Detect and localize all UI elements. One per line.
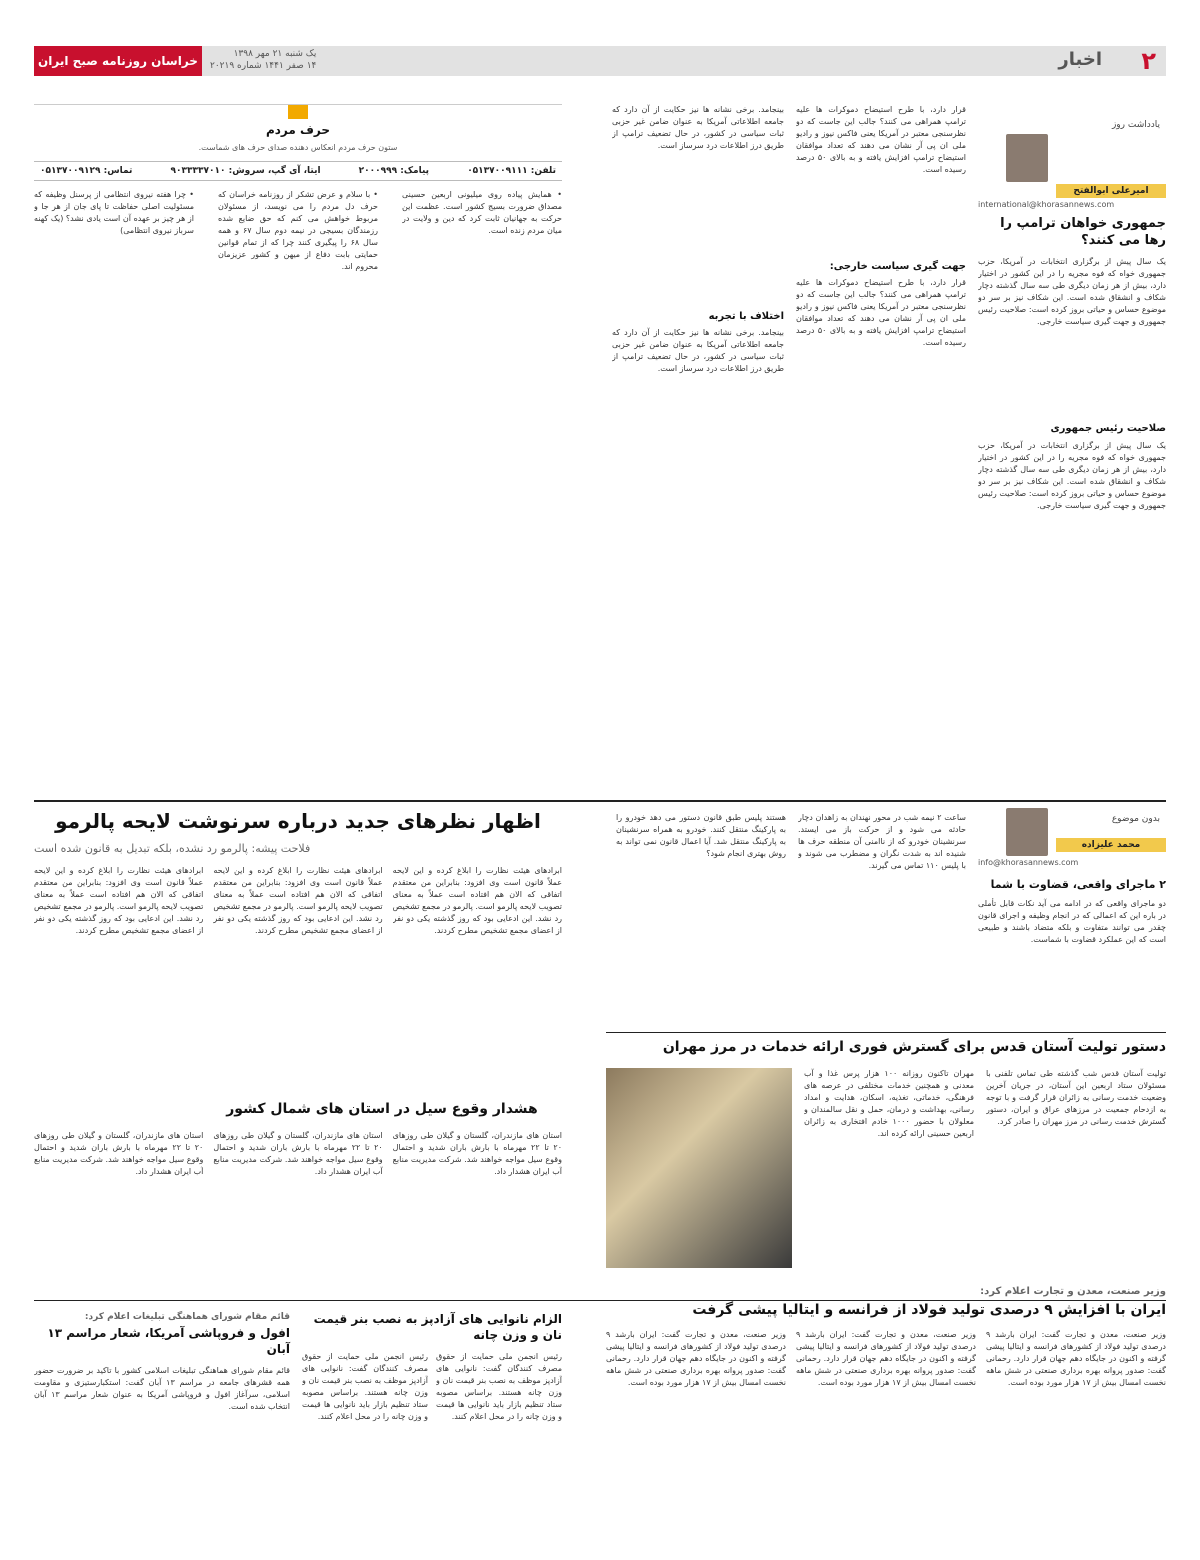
astan-body-2: مهران تاکنون روزانه ۱۰۰ هزار پرس غذا و آب معدنی و همچنین خدمات مختلفی در عرصه های فرهنگی، خدماتی، تغذیه، اسکان، هدایت و امداد رسانی، بهداشت و درمان، حمل و نقل سالمندان و معلولان با حضور ۱۰۰۰ خادم افتخاری به زائران اربعین حسینی ارائه کرده اند. (804, 1069, 974, 1138)
astan-body: تولیت آستان قدس شب گذشته طی تماس تلفنی با مسئولان ستاد اربعین این آستان، در جریان آخرین وضعیت خدمت رسانی به زائران قرار گرفت و با توجه به ازدحام جمعیت در مرزهای عراق و ایران، دستور گسترش خدمت رسانی در مرز مهران را صادر کرد. (986, 1069, 1166, 1126)
flood-body-1: استان های مازندران، گلستان و گیلان طی روزهای ۲۰ تا ۲۲ مهرماه با بارش باران شدید و احتمال وقوع سیل مواجه خواهند شد. شرکت مدیریت منابع آب ایران هشدار داد. (392, 1131, 562, 1177)
horizontal-rule (34, 800, 1166, 802)
palermo-kicker: فلاحت پیشه: پالرمو رد نشده، بلکه تبدیل به قانون شده است (34, 842, 311, 855)
editorial-kicker: یادداشت روز (1111, 120, 1160, 130)
contact-number: تماس: ۰۵۱۳۷۰۰۹۱۲۹ (40, 166, 133, 176)
col2-subhead: جهت گیری سیاست خارجی: (829, 261, 966, 272)
editorial-title: جمهوری خواهان ترامپ را رها می کنند؟ (1000, 216, 1166, 248)
section-title: اخبار (1058, 49, 1102, 70)
contact-bar (34, 161, 562, 181)
date-line-1: یک شنبه ۲۱ مهر ۱۳۹۸ (233, 49, 317, 59)
sms-number: پیامک: ۲۰۰۰۹۹۹ (358, 166, 430, 176)
editorial-body: یک سال پیش از برگزاری انتخابات در آمریکا، حزب جمهوری خواه که فوه مجریه را در این کشور در اختیار دارد، بیش از هر زمان دیگری طی سه سال گذشته دچار شکاف و انشقاق شده است. این شکاف نیز بر سر دو موضوع حساس و حیاتی بروز کرده است: صلاحیت رئیس جمهوری و جهت گیری سیاست خارجی. (978, 257, 1166, 326)
editorial-column-2 (796, 104, 966, 794)
col2-body: قرار دارد، با طرح استیضاح دموکرات ها علیه ترامپ همراهی می کنند؟ جالب این جاست که دو نظرسنجی معتبر در آمریکا یعنی فاکس نیوز و رادیو ملی ان پی آر نشان می دهند که تعداد موافقان استیضاح ترامپ افزایش یافته و به بالای ۵۰ درصد رسیده است. (796, 105, 966, 174)
palermo-body-3: ابرادهای هیئت نظارت را ابلاغ کرده و این لایحه عملاً قانون است وی افزود: بنابراین من معتقدم اتفاقی که الان هم افتاده است عملاً به معنای تصویب لایحه پالرمو است. پالرمو در مجمع تشخیص رد نشد. این ادعایی بود که روز گذشته یکی دو نفر از اعضای مجمع تشخیص مطرح کردند. (34, 866, 204, 935)
aban-kicker: قائم مقام شورای هماهنگی تبلیغات اعلام کرد: (84, 1312, 290, 1322)
palermo-title: اظهار نظرهای جدید درباره سرنوشت لایحه پالرمو (55, 809, 541, 833)
author-photo (1006, 134, 1048, 182)
steel-story (606, 1286, 1166, 1546)
steel-title: ایران با افزایش ۹ درصدی تولید فولاد از فرانسه و ایتالیا پیشی گرفت (692, 1302, 1166, 1318)
editorial-column-3 (612, 104, 784, 794)
cleric-photo (606, 1068, 792, 1268)
palermo-body-2: ابرادهای هیئت نظارت را ابلاغ کرده و این لایحه عملاً قانون است وی افزود: بنابراین من معتقدم اتفاقی که الان هم افتاده است عملاً به معنای تصویب لایحه پالرمو است. پالرمو در مجمع تشخیص رد نشد. این ادعایی بود که روز گذشته یکی دو نفر از اعضای مجمع تشخیص مطرح کردند. (213, 866, 383, 935)
col2-body-2: قرار دارد، با طرح استیضاح دموکرات ها علیه ترامپ همراهی می کنند؟ جالب این جاست که دو نظرسنجی معتبر در آمریکا یعنی فاکس نیوز و رادیو ملی ان پی آر نشان می دهند که تعداد موافقان استیضاح ترامپ افزایش یافته و به بالای ۵۰ درصد رسیده است. (796, 278, 966, 347)
bread-body-2: رئیس انجمن ملی حمایت از حقوق مصرف کنندگان گفت: نانوایی های آزادپز موظف به نصب بنر قیمت نان و وزن چانه هستند. براساس مصوبه ستاد تنظیم بازار باید نانوایی ها قیمت و وزن چانه را در محل اعلام کنند. (302, 1352, 428, 1422)
social-number: ایتا، آی گپ، سروش: ۹۰۳۳۳۳۷۰۱۰ (170, 166, 321, 176)
rule (606, 1032, 1166, 1033)
comments-col-2: • با سلام و عرض تشکر از روزنامه خراسان که حرف دل مردم را می نویسد، از مسئولان مربوط خواهش می کنم که حق ضایع شده رزمندگان بسیجی در نیمه دوم سال ۶۷ و همه سال ۶۸ را پیگیری کنند چرا که از تمام قوانین حمایتی بابت دفاع از میهن و کشور عزیزمان محروم اند. (218, 190, 378, 271)
bread-body-1: رئیس انجمن ملی حمایت از حقوق مصرف کنندگان گفت: نانوایی های آزادپز موظف به نصب بنر قیمت نان و وزن چانه هستند. براساس مصوبه ستاد تنظیم بازار باید نانوایی ها قیمت و وزن چانه را در محل اعلام کنند. (436, 1352, 562, 1422)
palermo-body-1: ابرادهای هیئت نظارت را ابلاغ کرده و این لایحه عملاً قانون است وی افزود: بنابراین من معتقدم اتفاقی که الان هم افتاده است عملاً به معنای تصویب لایحه پالرمو است. پالرمو در مجمع تشخیص رد نشد. این ادعایی بود که روز گذشته یکی دو نفر از اعضای مجمع تشخیص مطرح کردند. (392, 866, 562, 935)
col3b-body: هستند پلیس طبق قانون دستور می دهد خودرو را به پارکینگ منتقل کنند. خودرو به همراه سرنشینان به پارکینگ منتقل شد. آیا اعمال قانون نمی تواند به روش بهتری انجام شود؟ (616, 813, 786, 858)
palermo-story (34, 808, 562, 1088)
steel-body-3: وزیر صنعت، معدن و تجارت گفت: ایران بارشد ۹ درصدی تولید فولاد از کشورهای فرانسه و ایتالیا پیشی گرفته و اکنون در جایگاه دهم جهان قرار دارد. رحمانی گفت: صدور پروانه بهره برداری صنعتی در شش ماهه نخست امسال بیش از ۱۷ هزار مورد بوده است. (606, 1330, 786, 1388)
editorial-subhead: صلاحیت رئیس جمهوری (1050, 423, 1166, 434)
col3-subhead: اختلاف با تجربه (708, 311, 784, 322)
author-photo-2 (1006, 808, 1048, 856)
section-marker (288, 105, 308, 119)
astan-title: دستور تولیت آستان قدس برای گسترش فوری ارائه خدمات در مرز مهران (662, 1039, 1166, 1055)
steel-kicker: وزیر صنعت، معدن و تجارت اعلام کرد: (980, 1286, 1166, 1297)
aban-body: قائم مقام شورای هماهنگی تبلیغات اسلامی کشور با تاکید بر ضرورت حضور همه قشرهای جامعه در مراسم ۱۳ آبان گفت: استکبارستیزی و مقاومت اسلامی، سرآغاز افول و فروپاشی آمریکا به عنوان شعار مراسم ۱۳ آبان انتخاب شده است. (34, 1366, 290, 1412)
people-voice-subtitle: ستون حرف مردم انعکاس دهنده صدای حرف های شماست. (198, 143, 398, 152)
newspaper-logo: خراسان روزنامه صبح ایران (34, 46, 202, 76)
bread-title: الزام نانوایی های آزادپز به نصب بنر قیمت نان و وزن چانه (313, 1312, 562, 1342)
author-email: international@khorasannews.com (978, 200, 1115, 209)
comments-col-1: • همایش پیاده روی میلیونی اربعین حسینی مصداق ضرورت بسیج کشور است. عظمت این حرکت به جهانیان ثابت کرد که دین و ولایت در میان مردم زنده است. (402, 190, 562, 235)
flood-body-3: استان های مازندران، گلستان و گیلان طی روزهای ۲۰ تا ۲۲ مهرماه با بارش باران شدید و احتمال وقوع سیل مواجه خواهند شد. شرکت مدیریت منابع آب ایران هشدار داد. (34, 1131, 204, 1177)
editorial-body-2: یک سال پیش از برگزاری انتخابات در آمریکا، حزب جمهوری خواه که فوه مجریه را در این کشور در اختیار دارد، بیش از هر زمان دیگری طی سه سال گذشته دچار شکاف و انشقاق شده است. این شکاف نیز بر سر دو موضوع حساس و حیاتی بروز کرده است: صلاحیت رئیس جمهوری و جهت گیری سیاست خارجی. (978, 441, 1166, 510)
column-body: دو ماجرای واقعی که در ادامه می آید نکات قابل تأملی در باره این که اعمالی که در انجام وظیفه و اجرای قانون چقدر می توانند متفاوت و بلکه متضاد باشند و طبیعی است که این عملکرد قضاوت با شماست. (978, 899, 1166, 944)
date-line-2: ۱۴ صفر ۱۴۴۱ شماره ۲۰۲۱۹ (210, 61, 317, 71)
column-title: ۲ ماجرای واقعی، قضاوت با شما (990, 878, 1166, 891)
people-voice-title: حرف مردم (265, 123, 331, 137)
bread-story (300, 1312, 562, 1542)
author-name: امیرعلی ابوالفتح (1056, 184, 1166, 198)
col3-body-2: بینجامد. برخی نشانه ها نیز حکایت از آن دارد که جامعه اطلاعاتی آمریکا به عنوان ضامن غیر حزبی ثبات سیاسی در کشور، در حال تضعیف ترامپ از طریق درز اطلاعات درد سرساز است. (612, 328, 784, 373)
flood-title: هشدار وقوع سیل در استان های شمال کشور (226, 1101, 538, 1117)
page-header (34, 46, 1166, 76)
col3-body: بینجامد. برخی نشانه ها نیز حکایت از آن دارد که جامعه اطلاعاتی آمریکا به عنوان ضامن غیر حزبی ثبات سیاسی در کشور، در حال تضعیف ترامپ از طریق درز اطلاعات درد سرساز است. (612, 105, 784, 150)
date-block (210, 48, 316, 72)
steel-body-1: وزیر صنعت، معدن و تجارت گفت: ایران بارشد ۹ درصدی تولید فولاد از کشورهای فرانسه و ایتالیا پیشی گرفته و اکنون در جایگاه دهم جهان قرار دارد. رحمانی گفت: صدور پروانه بهره برداری صنعتی در شش ماهه نخست امسال بیش از ۱۷ هزار مورد بوده است. (986, 1330, 1166, 1388)
flood-body-2: استان های مازندران، گلستان و گیلان طی روزهای ۲۰ تا ۲۲ مهرماه با بارش باران شدید و احتمال وقوع سیل مواجه خواهند شد. شرکت مدیریت منابع آب ایران هشدار داد. (213, 1131, 383, 1177)
phone-number: تلفن: ۰۵۱۳۷۰۰۹۱۱۱ (467, 166, 556, 176)
author-name-2: محمد علیزاده (1056, 838, 1166, 852)
aban-story (34, 1312, 290, 1542)
people-voice-section (34, 104, 562, 794)
editorial-column (978, 104, 1166, 794)
aban-title: افول و فروپاشی آمریکا، شعار مراسم ۱۳ آبان (47, 1326, 290, 1356)
page-number: ۲ (1141, 47, 1156, 75)
author-email-2: info@khorasannews.com (978, 858, 1079, 867)
col2b-body: ساعت ۲ نیمه شب در محور نهندان به زاهدان دچار حادثه می شود و از حرکت باز می ایستد. سرنشینان خودرو که از ناامنی آن منطقه حرف ها شنیده اند به شدت نگران و مضطرب می شوند و با پلیس ۱۱۰ تماس می گیرند. (798, 813, 966, 870)
flood-story (34, 1100, 562, 1300)
comments-col-3: • چرا هفته نیروی انتظامی از پرسنل وظیفه که مسئولیت اصلی حفاظت تا پای جان از هر جا و از هر چیز بر عهده آن است یادی نشد؟ (یک کهنه سرباز نیروی انتظامی) (34, 190, 194, 235)
astan-story (606, 1038, 1166, 1278)
column-kicker: بدون موضوع (1111, 814, 1160, 824)
steel-body-2: وزیر صنعت، معدن و تجارت گفت: ایران بارشد ۹ درصدی تولید فولاد از کشورهای فرانسه و ایتالیا پیشی گرفته و اکنون در جایگاه دهم جهان قرار دارد. رحمانی گفت: صدور پروانه بهره برداری صنعتی در شش ماهه نخست امسال بیش از ۱۷ هزار مورد بوده است. (796, 1330, 976, 1388)
